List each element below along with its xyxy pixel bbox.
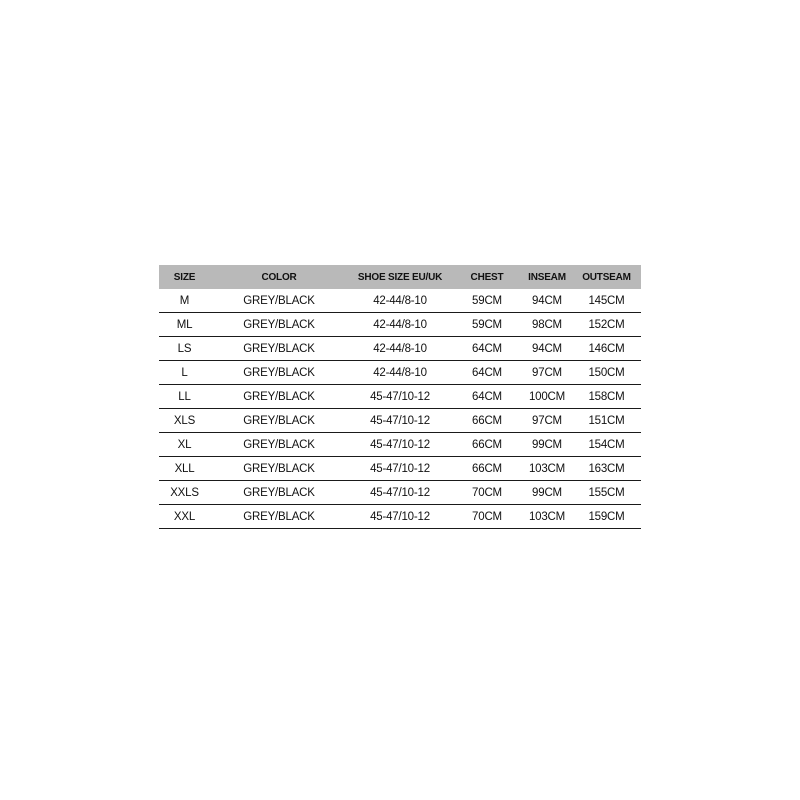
color-cell: GREY/BLACK: [210, 433, 348, 457]
color-cell: GREY/BLACK: [210, 337, 348, 361]
inseam-cell: 98CM: [522, 313, 572, 337]
table-row: [159, 457, 641, 481]
size-cell: M: [159, 289, 210, 313]
inseam-cell: 100CM: [522, 385, 572, 409]
column-header-shoe-size: SHOE SIZE EU/UK: [348, 265, 452, 289]
column-header-chest: CHEST: [452, 265, 522, 289]
chest-cell: 66CM: [452, 457, 522, 481]
outseam-cell: 159CM: [572, 505, 641, 529]
shoe-size-cell: 45-47/10-12: [348, 505, 452, 529]
inseam-cell: 103CM: [522, 505, 572, 529]
shoe-size-cell: 45-47/10-12: [348, 457, 452, 481]
color-cell: GREY/BLACK: [210, 409, 348, 433]
chest-cell: 66CM: [452, 409, 522, 433]
chest-cell: 59CM: [452, 313, 522, 337]
inseam-cell: 97CM: [522, 409, 572, 433]
outseam-cell: 155CM: [572, 481, 641, 505]
table-row: [159, 289, 641, 313]
inseam-cell: 99CM: [522, 433, 572, 457]
size-cell: ML: [159, 313, 210, 337]
color-cell: GREY/BLACK: [210, 481, 348, 505]
table-row: [159, 361, 641, 385]
size-chart-header: [159, 265, 641, 289]
size-cell: XLL: [159, 457, 210, 481]
size-cell: XLS: [159, 409, 210, 433]
outseam-cell: 150CM: [572, 361, 641, 385]
table-row: [159, 409, 641, 433]
column-header-outseam: OUTSEAM: [572, 265, 641, 289]
size-cell: XXL: [159, 505, 210, 529]
shoe-size-cell: 42-44/8-10: [348, 289, 452, 313]
inseam-cell: 103CM: [522, 457, 572, 481]
shoe-size-cell: 45-47/10-12: [348, 481, 452, 505]
shoe-size-cell: 42-44/8-10: [348, 337, 452, 361]
inseam-cell: 94CM: [522, 289, 572, 313]
column-header-color: COLOR: [210, 265, 348, 289]
chest-cell: 66CM: [452, 433, 522, 457]
chest-cell: 59CM: [452, 289, 522, 313]
color-cell: GREY/BLACK: [210, 505, 348, 529]
color-cell: GREY/BLACK: [210, 313, 348, 337]
inseam-cell: 99CM: [522, 481, 572, 505]
table-row: [159, 337, 641, 361]
inseam-cell: 94CM: [522, 337, 572, 361]
chest-cell: 64CM: [452, 337, 522, 361]
shoe-size-cell: 42-44/8-10: [348, 313, 452, 337]
size-cell: LL: [159, 385, 210, 409]
outseam-cell: 154CM: [572, 433, 641, 457]
shoe-size-cell: 45-47/10-12: [348, 409, 452, 433]
size-chart-body: [159, 289, 641, 529]
table-row: [159, 481, 641, 505]
table-row: [159, 433, 641, 457]
size-cell: XXLS: [159, 481, 210, 505]
size-cell: LS: [159, 337, 210, 361]
column-header-inseam: INSEAM: [522, 265, 572, 289]
shoe-size-cell: 45-47/10-12: [348, 385, 452, 409]
chest-cell: 70CM: [452, 481, 522, 505]
color-cell: GREY/BLACK: [210, 361, 348, 385]
chest-cell: 64CM: [452, 385, 522, 409]
size-cell: XL: [159, 433, 210, 457]
outseam-cell: 151CM: [572, 409, 641, 433]
shoe-size-cell: 42-44/8-10: [348, 361, 452, 385]
color-cell: GREY/BLACK: [210, 457, 348, 481]
color-cell: GREY/BLACK: [210, 385, 348, 409]
table-row: [159, 505, 641, 529]
table-row: [159, 385, 641, 409]
outseam-cell: 146CM: [572, 337, 641, 361]
outseam-cell: 145CM: [572, 289, 641, 313]
size-cell: L: [159, 361, 210, 385]
outseam-cell: 158CM: [572, 385, 641, 409]
chest-cell: 70CM: [452, 505, 522, 529]
color-cell: GREY/BLACK: [210, 289, 348, 313]
inseam-cell: 97CM: [522, 361, 572, 385]
size-chart-table: [159, 265, 641, 529]
shoe-size-cell: 45-47/10-12: [348, 433, 452, 457]
header-row: [159, 265, 641, 289]
column-header-size: SIZE: [159, 265, 210, 289]
outseam-cell: 163CM: [572, 457, 641, 481]
chest-cell: 64CM: [452, 361, 522, 385]
outseam-cell: 152CM: [572, 313, 641, 337]
table-row: [159, 313, 641, 337]
